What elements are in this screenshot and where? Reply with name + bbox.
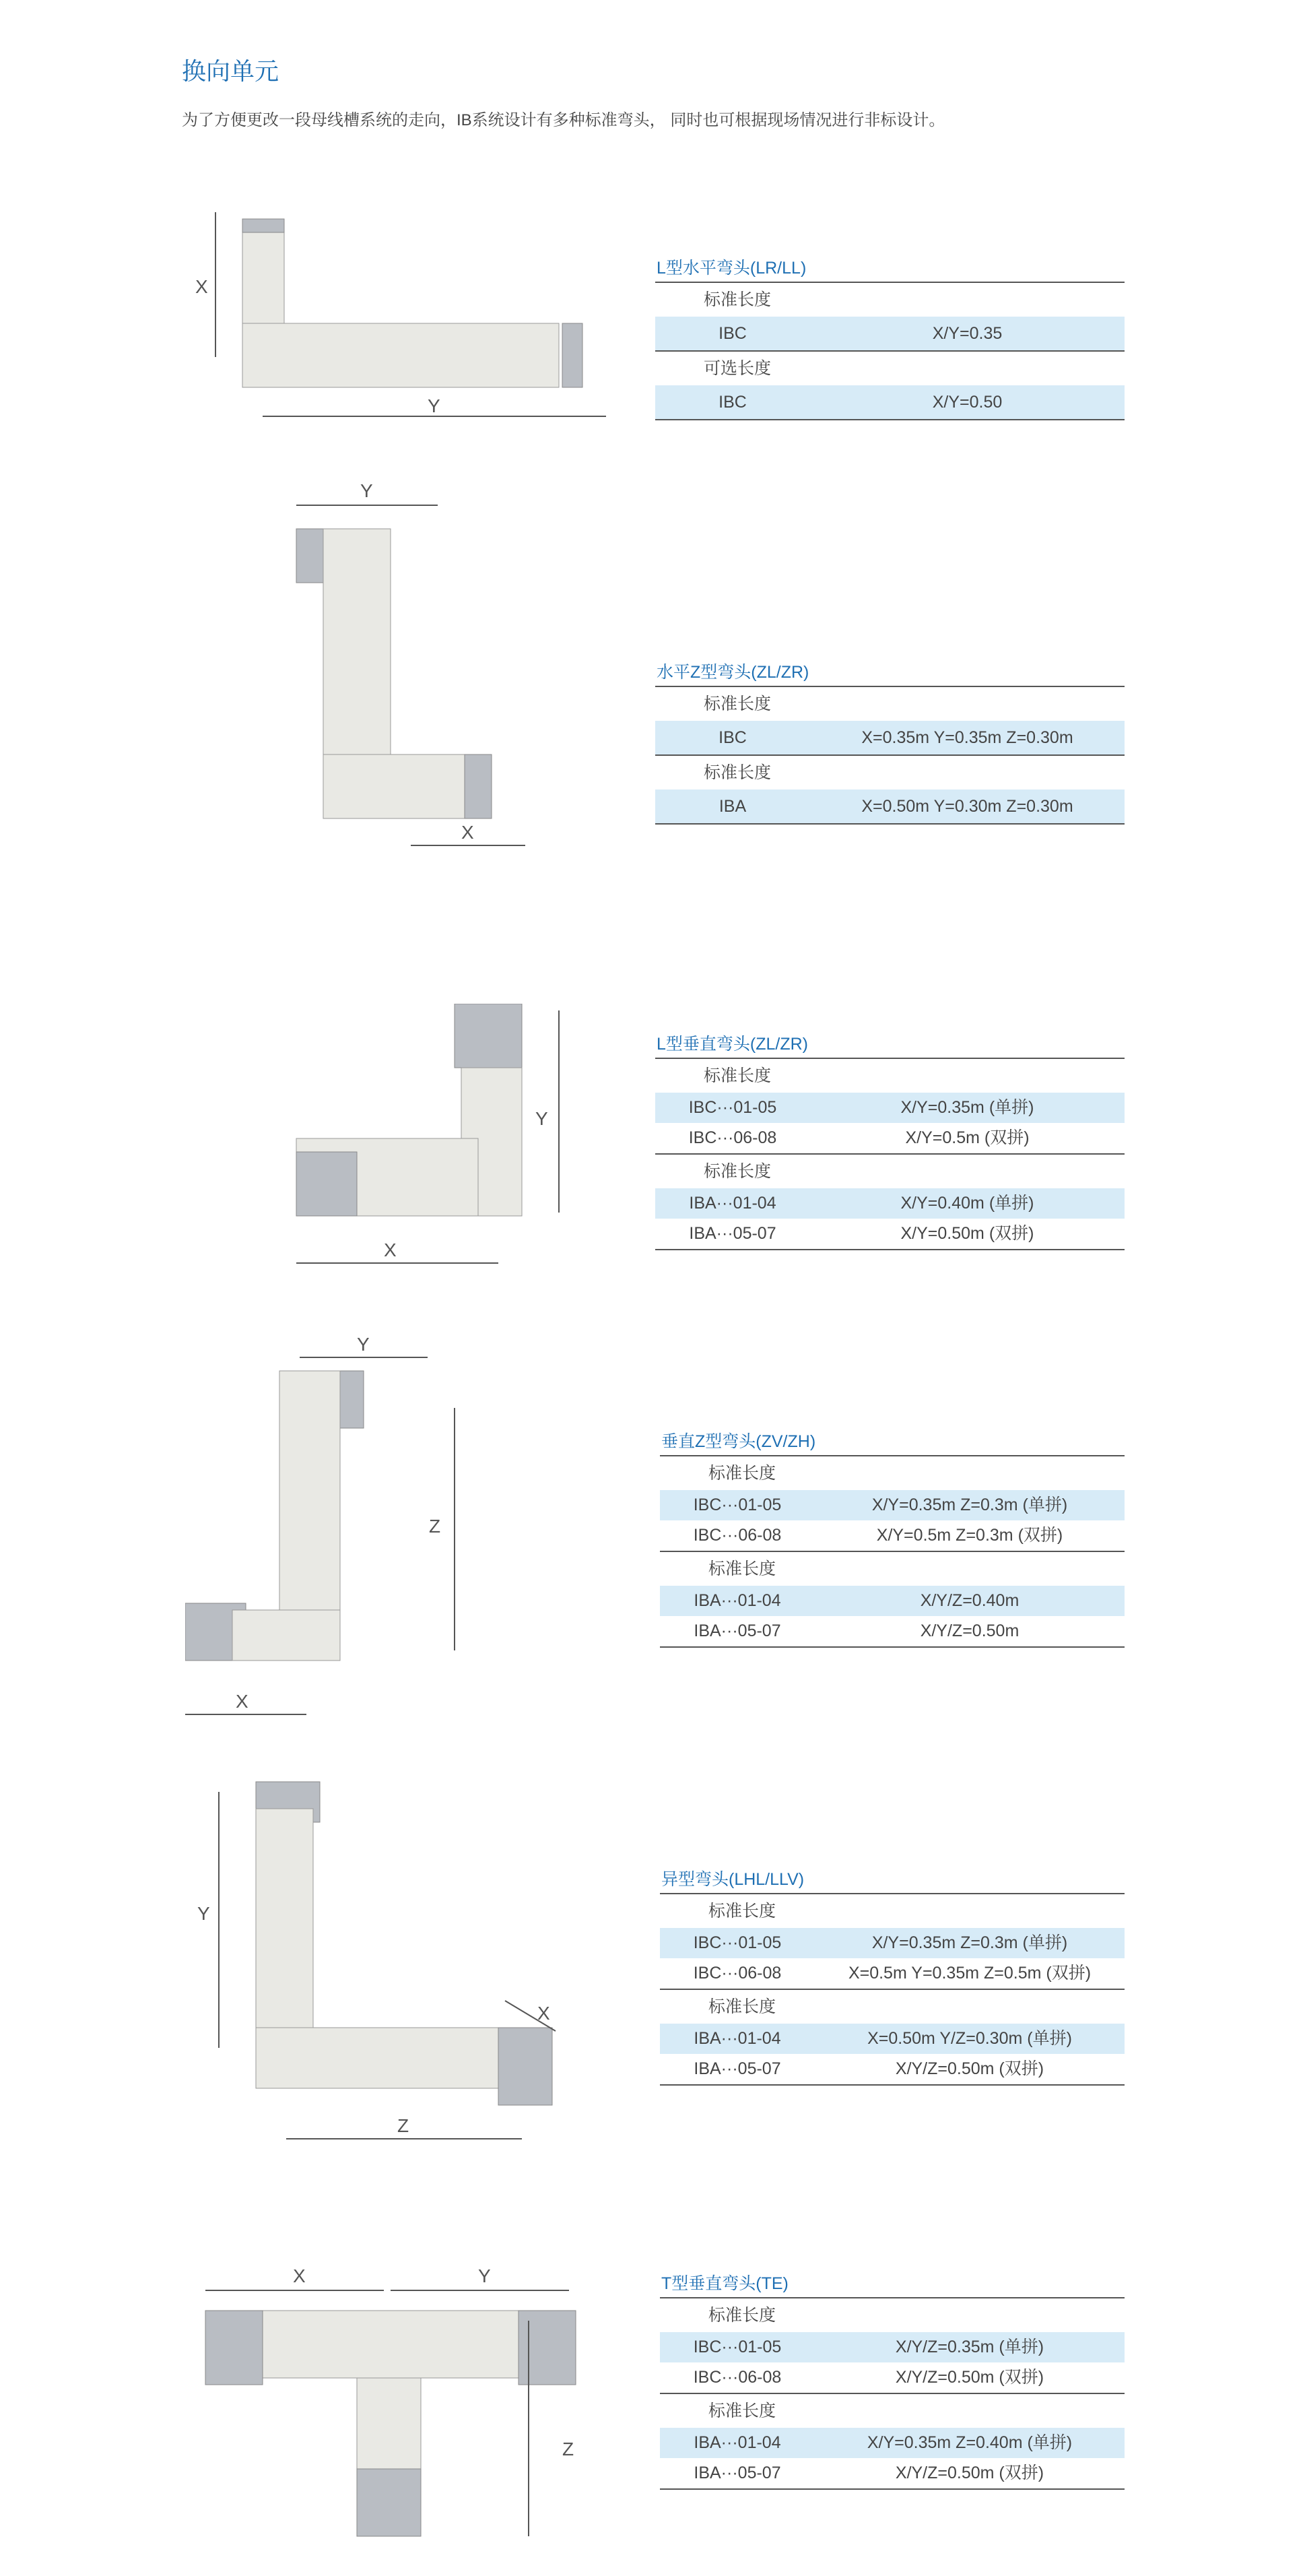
spec-table	[655, 282, 1125, 420]
spec-z-horizontal	[655, 659, 1125, 825]
table-row: IBC···01-05 X/Y=0.35m (单拼)	[655, 1093, 1125, 1123]
illus-special	[189, 1778, 606, 2156]
spec-t-vertical	[660, 2270, 1125, 2490]
spec-title: 水平Z型弯头(ZL/ZR)	[657, 663, 809, 682]
group-header: 标准长度	[708, 1902, 776, 1921]
group-header: 标准长度	[708, 2402, 776, 2420]
intro-text: 为了方便更改一段母线槽系统的走向，IB系统设计有多种标准弯头， 同时也可根据现场情况进行非标设计。	[182, 111, 945, 129]
group-header: 标准长度	[704, 1162, 772, 1181]
group-header: 标准长度	[704, 695, 772, 713]
spec-title: 垂直Z型弯头(ZV/ZH)	[661, 1432, 816, 1451]
group-header: 标准长度	[708, 1559, 776, 1578]
table-row: IBC X/Y=0.35	[655, 317, 1125, 352]
dim-label-y: Y	[197, 1903, 210, 1924]
group-header: 标准长度	[708, 1464, 776, 1483]
dim-label-x: X	[236, 1691, 248, 1712]
group-header: 标准长度	[704, 763, 772, 782]
dim-label-x: X	[384, 1239, 397, 1260]
dim-label-x: X	[537, 2003, 550, 2024]
page-title: 换向单元	[182, 57, 279, 85]
dim-label-y: Y	[478, 2265, 491, 2286]
group-header: 标准长度	[708, 2306, 776, 2325]
spec-l-horizontal	[655, 255, 1125, 420]
dim-label-y: Y	[535, 1108, 548, 1129]
spec-title: T型垂直弯头(TE)	[661, 2274, 789, 2293]
dim-label-y: Y	[357, 1334, 370, 1355]
spec-table	[655, 1058, 1125, 1250]
illus-l-vertical	[283, 1004, 586, 1273]
dim-label-y: Y	[360, 480, 373, 501]
illus-l-horizontal	[182, 202, 626, 431]
table-row: IBC···06-08 X/Y/Z=0.50m (双拼)	[660, 2362, 1125, 2394]
group-header: 标准长度	[704, 1066, 772, 1085]
table-row: IBC X/Y=0.50	[655, 385, 1125, 420]
table-row: IBC···06-08 X/Y=0.5m Z=0.3m (双拼)	[660, 1520, 1125, 1552]
spec-title: 异型弯头(LHL/LLV)	[661, 1870, 805, 1889]
table-row: IBA···05-07 X/Y=0.50m (双拼)	[655, 1219, 1125, 1250]
dim-label-y: Y	[428, 395, 440, 416]
spec-title: L型水平弯头(LR/LL)	[657, 259, 807, 278]
spec-table	[660, 1893, 1125, 2086]
table-row: IBA···05-07 X/Y/Z=0.50m	[660, 1616, 1125, 1648]
dim-label-x: X	[195, 276, 208, 297]
table-row: IBA···01-04 X=0.50m Y/Z=0.30m (单拼)	[660, 2024, 1125, 2054]
illus-z-horizontal	[269, 472, 552, 862]
dim-label-z: Z	[562, 2439, 574, 2459]
dim-label-x: X	[461, 822, 474, 843]
table-row: IBC···06-08 X=0.5m Y=0.35m Z=0.5m (双拼)	[660, 1958, 1125, 1990]
spec-table	[655, 686, 1125, 825]
spec-l-vertical	[655, 1031, 1125, 1250]
spec-z-vertical	[660, 1428, 1125, 1648]
dim-label-x: X	[293, 2265, 306, 2286]
illus-t-vertical	[199, 2260, 616, 2570]
table-row: IBA···01-04 X/Y=0.35m Z=0.40m (单拼)	[660, 2428, 1125, 2458]
spec-title: L型垂直弯头(ZL/ZR)	[657, 1035, 809, 1054]
table-row: IBC X=0.35m Y=0.35m Z=0.30m	[655, 721, 1125, 756]
table-row: IBC···06-08 X/Y=0.5m (双拼)	[655, 1123, 1125, 1155]
table-row: IBC···01-05 X/Y/Z=0.35m (单拼)	[660, 2332, 1125, 2362]
table-row: IBA···05-07 X/Y/Z=0.50m (双拼)	[660, 2054, 1125, 2086]
table-row: IBA···01-04 X/Y/Z=0.40m	[660, 1586, 1125, 1616]
dim-label-z: Z	[429, 1516, 441, 1537]
table-row: IBC···01-05 X/Y=0.35m Z=0.3m (单拼)	[660, 1928, 1125, 1958]
group-header: 可选长度	[704, 359, 772, 378]
group-header: 标准长度	[704, 290, 772, 309]
group-header: 标准长度	[708, 1997, 776, 2016]
table-row: IBA···05-07 X/Y/Z=0.50m (双拼)	[660, 2458, 1125, 2490]
spec-table	[660, 2297, 1125, 2490]
dim-label-z: Z	[397, 2115, 409, 2136]
spec-table	[660, 1455, 1125, 1648]
table-row: IBA···01-04 X/Y=0.40m (单拼)	[655, 1188, 1125, 1219]
table-row: IBC···01-05 X/Y=0.35m Z=0.3m (单拼)	[660, 1490, 1125, 1520]
spec-special	[660, 1866, 1125, 2086]
illus-z-vertical	[185, 1334, 495, 1731]
table-row: IBA X=0.50m Y=0.30m Z=0.30m	[655, 790, 1125, 825]
